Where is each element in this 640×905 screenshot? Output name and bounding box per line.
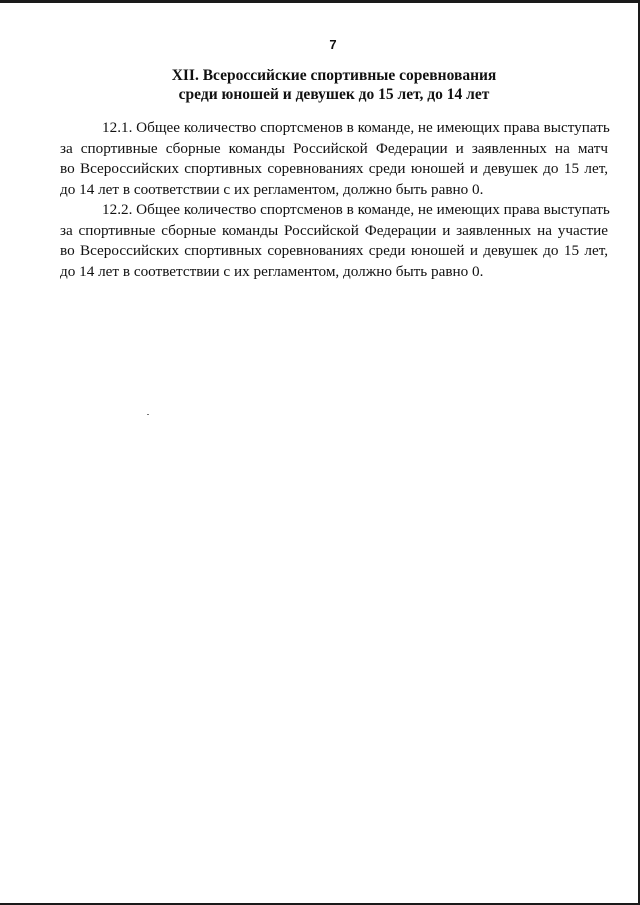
paragraph-line: до 14 лет в соответствии с их регламентом, должно быть равно 0. <box>60 262 484 280</box>
paragraph-line: во Всероссийских спортивных соревнованиях среди юношей и девушек до 15 лет, <box>60 242 608 259</box>
paragraph-line: 12.2. Общее количество спортсменов в команде, не имеющих права выступать <box>102 201 610 218</box>
paragraph-line: за спортивные сборные команды Российской Федерации и заявленных на участие <box>60 221 608 239</box>
page-number: 7 <box>329 37 337 52</box>
scan-border-top <box>0 0 640 3</box>
paragraph-line: за спортивные сборные команды Российской Федерации и заявленных на матч <box>60 139 608 157</box>
body-text <box>60 118 608 282</box>
scan-speck <box>147 414 149 415</box>
paragraph-line: 12.1. Общее количество спортсменов в команде, не имеющих права выступать <box>102 119 610 136</box>
section-title-line-1: XII. Всероссийские спортивные соревнования <box>171 67 497 84</box>
section-title-line-2: среди юношей и девушек до 15 лет, до 14 лет <box>178 86 490 103</box>
section-title <box>60 66 608 104</box>
paragraph-line: до 14 лет в соответствии с их регламентом, должно быть равно 0. <box>60 180 484 198</box>
paragraph-12-2 <box>60 200 608 282</box>
paragraph-line: во Всероссийских спортивных соревнованиях среди юношей и девушек до 15 лет, <box>60 160 608 177</box>
paragraph-12-1 <box>60 118 608 200</box>
